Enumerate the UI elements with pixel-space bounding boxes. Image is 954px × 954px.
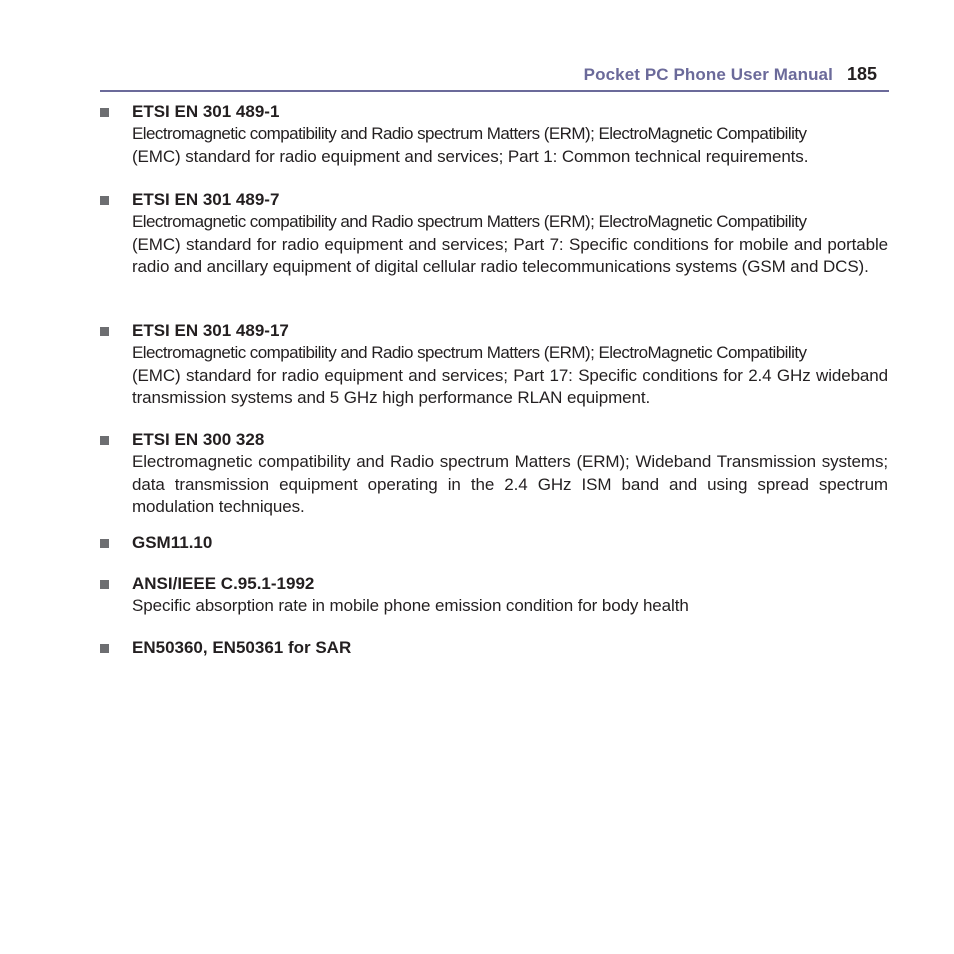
list-item — [100, 532, 888, 573]
square-bullet-icon — [100, 196, 109, 205]
square-bullet-icon — [100, 108, 109, 117]
item-description: Specific absorption rate in mobile phone emission condition for body health — [132, 596, 689, 615]
item-description: Electromagnetic compatibility and Radio spectrum Matters (ERM); Wideband Transmission systems; data transmission equipment operating in the 2.4 GHz ISM band and using spread spectrum modulation techniques. — [132, 452, 888, 517]
item-title: ANSI/IEEE C.95.1-1992 — [132, 574, 315, 593]
item-description: (EMC) standard for radio equipment and services; Part 17: Specific conditions for 2.4 GHz wideband transmission systems and 5 GHz high performance RLAN equipment. — [132, 365, 888, 408]
page-number: 185 — [846, 64, 877, 84]
list-item — [100, 429, 888, 532]
item-title: GSM11.10 — [132, 533, 213, 552]
square-bullet-icon — [100, 539, 109, 548]
item-description-line: Electromagnetic compatibility and Radio spectrum Matters (ERM); ElectroMagnetic Compatibility — [132, 343, 807, 362]
item-description: (EMC) standard for radio equipment and services; Part 7: Specific conditions for mobile and portable radio and ancillary equipment of digital cellular radio telecommunications systems (GSM and DCS). — [132, 234, 888, 277]
item-title: EN50360, EN50361 for SAR — [132, 638, 352, 657]
square-bullet-icon — [100, 436, 109, 445]
square-bullet-icon — [100, 327, 109, 336]
item-description-line: Electromagnetic compatibility and Radio spectrum Matters (ERM); ElectroMagnetic Compatibility — [132, 212, 807, 231]
list-item — [100, 637, 888, 661]
standards-list — [100, 101, 888, 661]
item-title: ETSI EN 301 489-1 — [132, 102, 280, 121]
page-header — [100, 64, 889, 92]
list-item — [100, 320, 888, 429]
item-title: ETSI EN 300 328 — [132, 430, 265, 449]
list-item — [100, 101, 888, 189]
list-item — [100, 573, 888, 637]
list-item — [100, 189, 888, 320]
item-description: (EMC) standard for radio equipment and services; Part 1: Common technical requirements. — [132, 146, 809, 166]
manual-title: Pocket PC Phone User Manual — [583, 65, 833, 84]
item-title: ETSI EN 301 489-17 — [132, 321, 289, 340]
item-description-line: Electromagnetic compatibility and Radio spectrum Matters (ERM); ElectroMagnetic Compatibility — [132, 124, 807, 143]
square-bullet-icon — [100, 580, 109, 589]
square-bullet-icon — [100, 644, 109, 653]
item-title: ETSI EN 301 489-7 — [132, 190, 280, 209]
